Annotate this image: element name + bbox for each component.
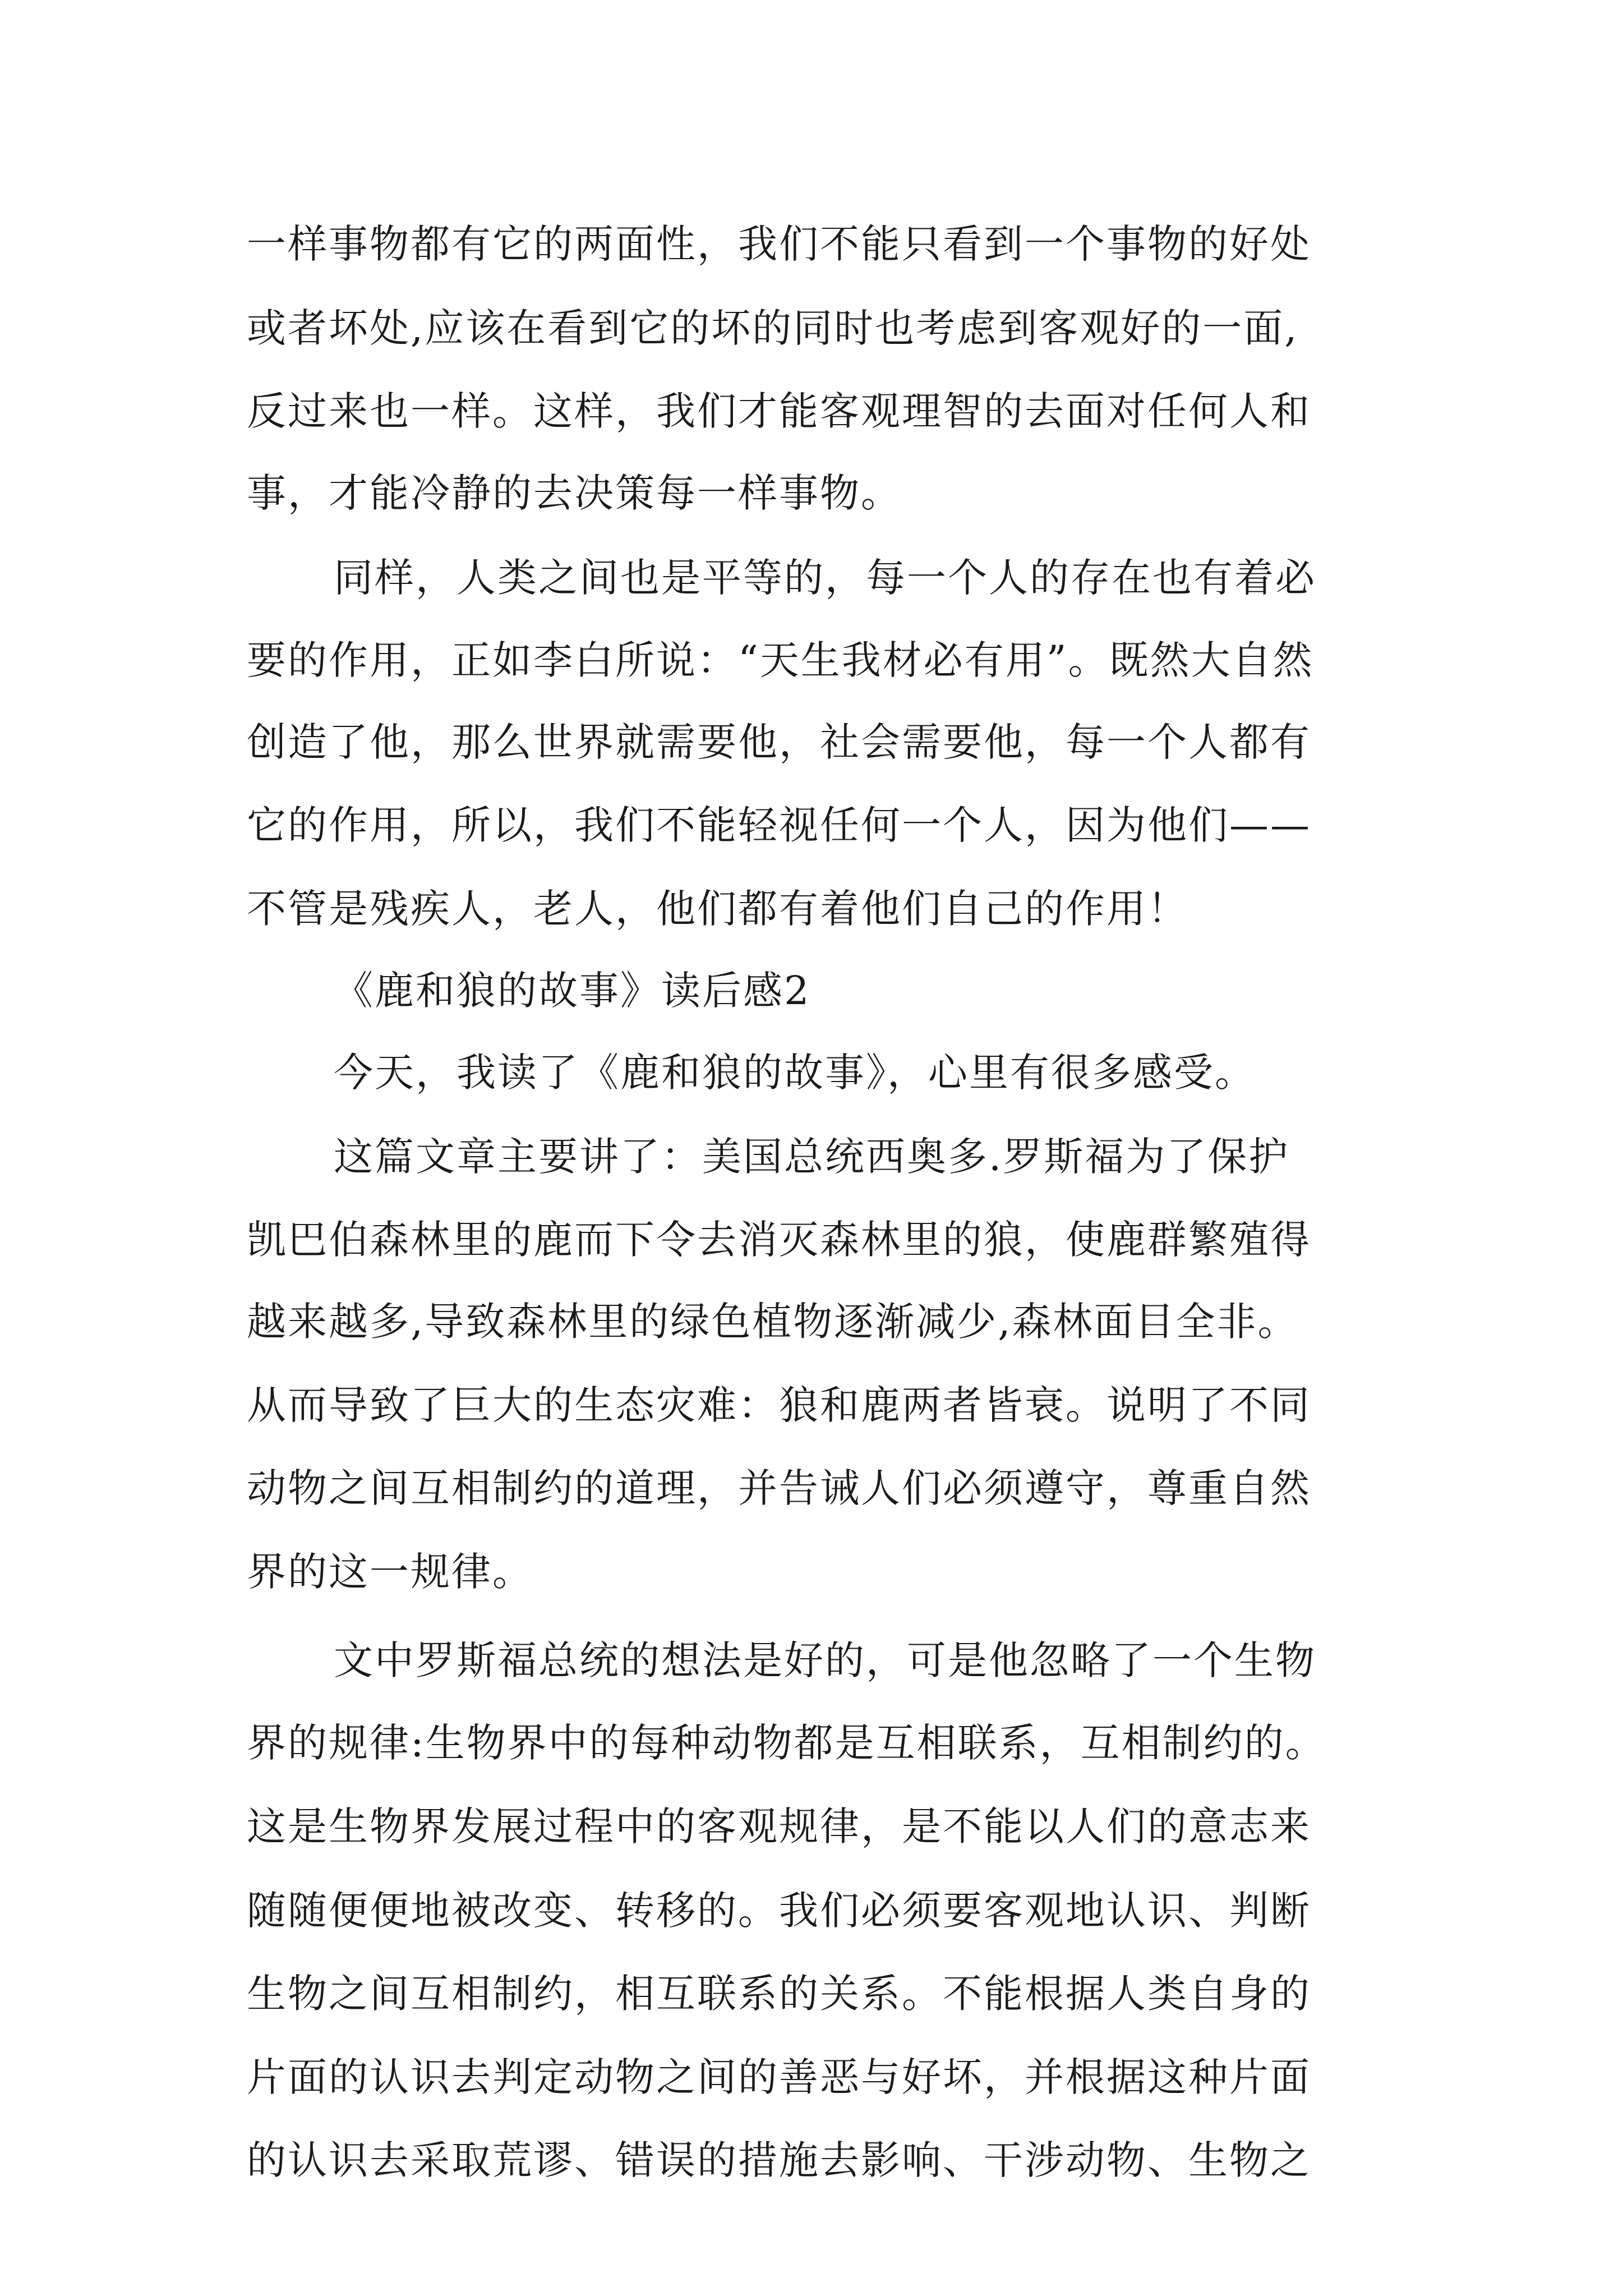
text-line: 片面的认识去判定动物之间的善恶与好坏，并根据这种片面: [247, 2054, 1311, 2100]
text-line: 它的作用，所以，我们不能轻视任何一个人，因为他们——: [247, 802, 1311, 848]
text-line: 动物之间互相制约的道理，并告诫人们必须遵守，尊重自然: [247, 1465, 1311, 1511]
paragraph-start-line: 这篇文章主要讲了：美国总统西奥多.罗斯福为了保护: [334, 1134, 1290, 1180]
text-line: 界的这一规律。: [247, 1549, 533, 1595]
text-line: 创造了他，那么世界就需要他，社会需要他，每一个人都有: [247, 719, 1311, 765]
text-line: 从而导致了巨大的生态灾难：狼和鹿两者皆衰。说明了不同: [247, 1382, 1311, 1428]
text-line: 或者坏处,应该在看到它的坏的同时也考虑到客观好的一面,: [247, 305, 1299, 351]
text-line: 凯巴伯森林里的鹿而下令去消灭森林里的狼，使鹿群繁殖得: [247, 1217, 1311, 1263]
text-line: 生物之间互相制约，相互联系的关系。不能根据人类自身的: [247, 1971, 1311, 2017]
text-line: 随随便便地被改变、转移的。我们必须要客观地认识、判断: [247, 1888, 1311, 1934]
section-title: 《鹿和狼的故事》读后感2: [334, 968, 811, 1014]
text-line: 反过来也一样。这样，我们才能客观理智的去面对任何人和: [247, 388, 1311, 434]
paragraph-start-line: 今天，我读了《鹿和狼的故事》，心里有很多感受。: [334, 1050, 1256, 1096]
text-line: 的认识去采取荒谬、错误的措施去影响、干涉动物、生物之: [247, 2137, 1311, 2183]
text-line: 这是生物界发展过程中的客观规律，是不能以人们的意志来: [247, 1803, 1311, 1849]
text-line: 事，才能冷静的去决策每一样事物。: [247, 470, 902, 516]
text-line: 越来越多,导致森林里的绿色植物逐渐减少,森林面目全非。: [247, 1299, 1299, 1345]
text-line: 要的作用，正如李白所说：“天生我材必有用”。既然大自然: [247, 637, 1314, 683]
text-line: 界的规律:生物界中的每种动物都是互相联系，互相制约的。: [247, 1720, 1326, 1766]
paragraph-start-line: 同样，人类之间也是平等的，每一个人的存在也有着必: [334, 555, 1316, 601]
text-line: 不管是残疾人，老人，他们都有着他们自己的作用！: [247, 886, 1188, 932]
paragraph-start-line: 文中罗斯福总统的想法是好的，可是他忽略了一个生物: [334, 1637, 1316, 1683]
text-line: 一样事物都有它的两面性，我们不能只看到一个事物的好处: [247, 221, 1311, 267]
